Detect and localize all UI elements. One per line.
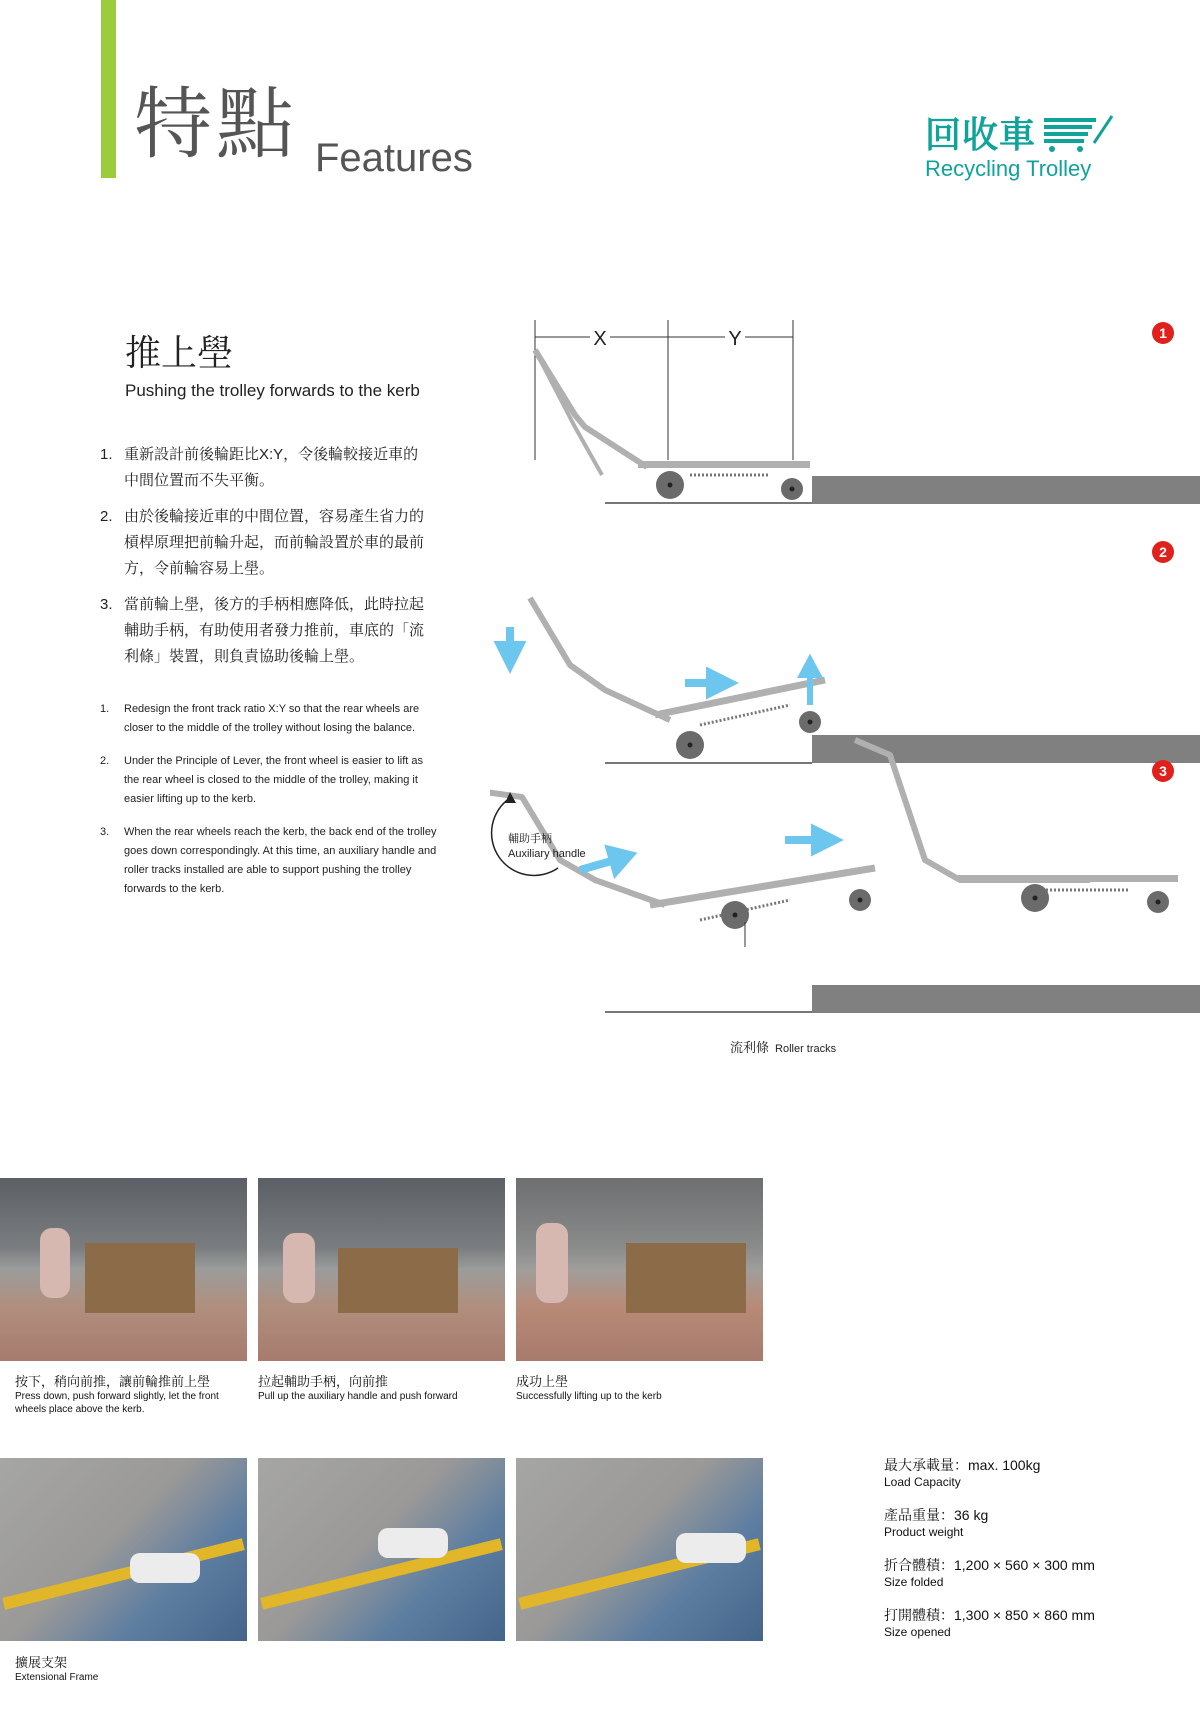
photo-step-1 xyxy=(0,1178,247,1361)
spec-label: Load Capacity xyxy=(884,1475,961,1489)
kerb-diagram xyxy=(490,315,1200,1060)
photo-frame-1 xyxy=(0,1458,247,1641)
spec-value: 最大承載量：max. 100kg xyxy=(884,1457,1041,1473)
caption-en: Extensional Frame xyxy=(15,1672,99,1683)
trolley-step-3 xyxy=(490,740,1200,1013)
photo-frame-2 xyxy=(258,1458,505,1641)
step-number: 2 xyxy=(1159,544,1167,560)
step-badge-3 xyxy=(1152,760,1174,782)
spec-value: 產品重量：36 kg xyxy=(884,1507,989,1523)
dim-y-label: Y xyxy=(728,328,742,350)
caption-en: Pull up the auxiliary handle and push forward xyxy=(258,1391,458,1402)
spec-list xyxy=(884,1456,1184,1656)
dim-x-label: X xyxy=(593,328,607,350)
feature-item-zh-1 xyxy=(100,442,430,494)
feature-item-zh-3 xyxy=(100,592,430,670)
photo-step-2 xyxy=(258,1178,505,1361)
spec-item xyxy=(884,1506,1184,1540)
item-number: 2. xyxy=(100,508,113,525)
step-badge-2 xyxy=(1152,541,1174,563)
photo-caption-1 xyxy=(15,1374,250,1416)
step-number: 1 xyxy=(1159,325,1167,341)
spec-item xyxy=(884,1556,1184,1590)
logo-text-zh: 回收車 xyxy=(925,114,1037,155)
feature-list-en xyxy=(100,700,440,913)
feature-item-en-3 xyxy=(100,823,440,899)
accent-bar xyxy=(101,0,116,178)
spec-label: Size opened xyxy=(884,1625,951,1639)
item-number: 1. xyxy=(100,703,110,715)
feature-item-en-2 xyxy=(100,752,440,809)
item-text: 由於後輪接近車的中間位置，容易產生省力的槓桿原理把前輪升起，而前輪設置於車的最前方，令前輪容易上壆。 xyxy=(124,508,425,577)
item-text: Under the Principle of Lever, the front wheel is easier to lift as the rear wheel is closed to the middle of the trolley, making it easier lifting up to the kerb. xyxy=(124,755,423,805)
frame-caption xyxy=(15,1655,250,1684)
feature-item-zh-2 xyxy=(100,504,430,582)
trolley-logo-icon xyxy=(1038,114,1118,154)
item-text: 重新設計前後輪距比X:Y，令後輪較接近車的中間位置而不失平衡。 xyxy=(124,446,419,489)
caption-en: Press down, push forward slightly, let the front wheels place above the kerb. xyxy=(15,1391,219,1415)
spec-value: 打開體積：1,300 × 850 × 860 mm xyxy=(884,1607,1095,1623)
section-title-zh: 推上壆 xyxy=(125,332,234,373)
step-number: 3 xyxy=(1159,763,1167,779)
caption-zh: 成功上壆 xyxy=(516,1374,569,1389)
trolley-step-1 xyxy=(535,350,1200,504)
photo-caption-3 xyxy=(516,1374,763,1403)
page-title-en: Features xyxy=(315,136,473,180)
logo-text-en: Recycling Trolley xyxy=(925,156,1092,181)
item-number: 2. xyxy=(100,755,110,767)
item-number: 1. xyxy=(100,446,113,463)
caption-en: Successfully lifting up to the kerb xyxy=(516,1391,662,1402)
feature-item-en-1 xyxy=(100,700,440,738)
caption-zh: 擴展支架 xyxy=(15,1655,68,1670)
item-text: 當前輪上壆，後方的手柄相應降低，此時拉起輔助手柄，有助使用者發力推前，車底的「流利條」裝置，則負責協助後輪上壆。 xyxy=(124,596,425,665)
caption-zh: 按下，稍向前推，讓前輪推前上壆 xyxy=(15,1374,211,1389)
photo-caption-2 xyxy=(258,1374,505,1403)
spec-label: Product weight xyxy=(884,1525,964,1539)
page-title-zh: 特點 xyxy=(134,80,299,170)
caption-zh: 拉起輔助手柄，向前推 xyxy=(258,1374,389,1389)
dimension-lines xyxy=(535,320,793,460)
aux-handle-label xyxy=(508,832,586,862)
roller-tracks-label-en: Roller tracks xyxy=(775,1043,837,1055)
section-title-en: Pushing the trolley forwards to the kerb xyxy=(125,381,420,400)
spec-item xyxy=(884,1606,1184,1640)
item-text: Redesign the front track ratio X:Y so that the rear wheels are closer to the middle of the trolley without losing the balance. xyxy=(124,703,420,734)
roller-tracks-label xyxy=(730,1040,836,1057)
aux-handle-label-zh: 輔助手柄 xyxy=(508,833,552,845)
spec-label: Size folded xyxy=(884,1575,944,1589)
feature-list-zh xyxy=(100,442,430,680)
photo-step-3 xyxy=(516,1178,763,1361)
roller-tracks-label-zh: 流利條 xyxy=(730,1040,770,1055)
item-number: 3. xyxy=(100,596,113,613)
item-number: 3. xyxy=(100,826,110,838)
spec-item xyxy=(884,1456,1184,1490)
trolley-step-2 xyxy=(500,598,1200,763)
photo-frame-3 xyxy=(516,1458,763,1641)
step-badge-1 xyxy=(1152,322,1174,344)
item-text: When the rear wheels reach the kerb, the back end of the trolley goes down correspondingly. At this time, an auxiliary handle and roller tracks installed are able to support pushing the trolley forwards to the kerb. xyxy=(124,826,437,895)
aux-handle-label-en: Auxiliary handle xyxy=(508,848,586,860)
spec-value: 折合體積：1,200 × 560 × 300 mm xyxy=(884,1557,1095,1573)
